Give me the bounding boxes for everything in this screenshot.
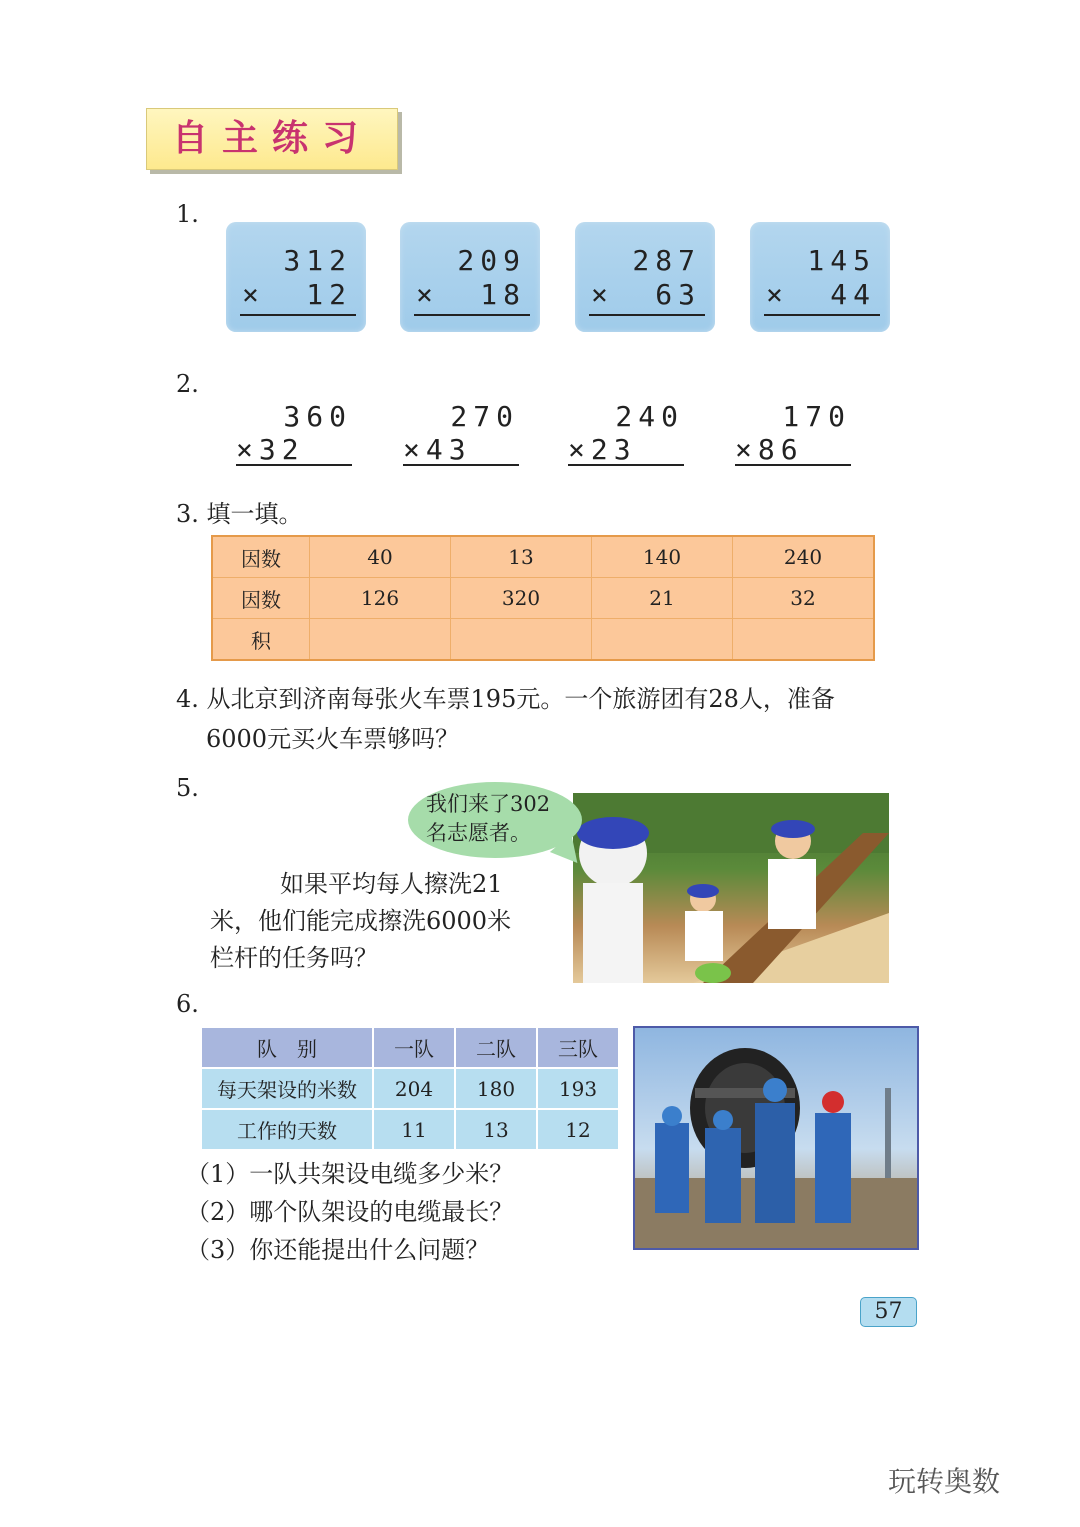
q5-line2: 米，他们能完成擦洗6000米 xyxy=(210,907,512,935)
table-cell: 193 xyxy=(537,1068,619,1109)
table-cell: 13 xyxy=(455,1109,537,1150)
q2-top-number: 170 xyxy=(782,400,851,433)
calc-line xyxy=(414,314,530,316)
cable-workers-illustration xyxy=(635,1028,917,1248)
q3-prompt: 3. 填一填。 xyxy=(176,500,303,528)
table-cell: 126 xyxy=(310,578,451,619)
column-header: 二队 xyxy=(455,1027,537,1068)
table-cell: 204 xyxy=(373,1068,455,1109)
table-row xyxy=(212,578,874,619)
table-cell-blank xyxy=(310,619,451,661)
cable-workers-photo xyxy=(633,1026,919,1250)
q2-top-number: 270 xyxy=(450,400,519,433)
row-label: 每天架设的米数 xyxy=(201,1068,373,1109)
times-sign: × xyxy=(766,278,783,311)
table-row xyxy=(212,619,874,661)
times-sign: × xyxy=(242,278,259,311)
table-cell: 13 xyxy=(451,536,592,578)
section-title-banner xyxy=(146,108,398,170)
row-label: 因数 xyxy=(212,578,310,619)
q5-line3: 栏杆的任务吗？ xyxy=(210,944,378,972)
watermark: 玩转奥数 xyxy=(888,1465,1001,1498)
table-cell: 240 xyxy=(733,536,875,578)
table-cell-blank xyxy=(451,619,592,661)
q2-problem xyxy=(403,400,519,470)
section-title: 自主练习 xyxy=(171,118,372,159)
factor-table xyxy=(211,535,875,661)
row-label: 积 xyxy=(212,619,310,661)
q5-line1: 如果平均每人擦洗21 xyxy=(280,870,503,898)
q1-problem-card xyxy=(400,222,540,332)
table-row xyxy=(201,1109,619,1150)
calc-line xyxy=(236,464,352,466)
q1-top-number: 145 xyxy=(807,244,876,277)
table-cell: 21 xyxy=(592,578,733,619)
q6-question-3: （3）你还能提出什么问题？ xyxy=(186,1236,490,1264)
table-cell-blank xyxy=(733,619,875,661)
table-header-row xyxy=(201,1027,619,1068)
page-number: 57 xyxy=(860,1297,917,1327)
bubble-line: 我们来了302 xyxy=(426,792,551,816)
q6-question-2: （2）哪个队架设的电缆最长？ xyxy=(186,1198,514,1226)
table-cell: 140 xyxy=(592,536,733,578)
table-cell-blank xyxy=(592,619,733,661)
q1-problem-card xyxy=(226,222,366,332)
q1-bottom-number: 18 xyxy=(480,278,526,311)
table-cell: 12 xyxy=(537,1109,619,1150)
q2-problem xyxy=(236,400,352,470)
bubble-line: 名志愿者。 xyxy=(426,821,531,845)
table-cell: 40 xyxy=(310,536,451,578)
table-cell: 32 xyxy=(733,578,875,619)
q1-bottom-number: 12 xyxy=(306,278,352,311)
calc-line xyxy=(240,314,356,316)
volunteers-illustration xyxy=(573,793,889,983)
q1-problem-card xyxy=(750,222,890,332)
q2-number: 2. xyxy=(176,370,199,398)
q1-top-number: 287 xyxy=(632,244,701,277)
table-cell: 320 xyxy=(451,578,592,619)
q2-bottom-number: ×32 xyxy=(236,433,305,466)
cable-table xyxy=(200,1026,620,1151)
calc-line xyxy=(735,464,851,466)
row-label: 因数 xyxy=(212,536,310,578)
q1-problem-card xyxy=(575,222,715,332)
q1-number: 1. xyxy=(176,200,199,228)
q1-top-number: 209 xyxy=(457,244,526,277)
q2-bottom-number: ×23 xyxy=(568,433,637,466)
row-label: 工作的天数 xyxy=(201,1109,373,1150)
table-cell: 11 xyxy=(373,1109,455,1150)
speech-bubble-text xyxy=(426,790,576,848)
column-header: 队 别 xyxy=(201,1027,373,1068)
column-header: 一队 xyxy=(373,1027,455,1068)
q2-bottom-number: ×86 xyxy=(735,433,804,466)
q1-bottom-number: 63 xyxy=(655,278,701,311)
calc-line xyxy=(764,314,880,316)
table-row xyxy=(212,536,874,578)
calc-line xyxy=(568,464,684,466)
q1-top-number: 312 xyxy=(283,244,352,277)
q1-bottom-number: 44 xyxy=(830,278,876,311)
q2-top-number: 240 xyxy=(615,400,684,433)
times-sign: × xyxy=(416,278,433,311)
table-row xyxy=(201,1068,619,1109)
q6-question-1: （1）一队共架设电缆多少米？ xyxy=(186,1160,514,1188)
calc-line xyxy=(403,464,519,466)
q2-problem xyxy=(568,400,684,470)
volunteers-photo xyxy=(573,793,889,983)
table-cell: 180 xyxy=(455,1068,537,1109)
q6-number: 6. xyxy=(176,990,199,1018)
q2-top-number: 360 xyxy=(283,400,352,433)
q2-bottom-number: ×43 xyxy=(403,433,472,466)
q4-line1: 4. 从北京到济南每张火车票195元。一个旅游团有28人，准备 xyxy=(176,685,835,713)
column-header: 三队 xyxy=(537,1027,619,1068)
times-sign: × xyxy=(591,278,608,311)
q4-line2: 6000元买火车票够吗？ xyxy=(206,725,460,753)
q5-number: 5. xyxy=(176,774,199,802)
calc-line xyxy=(589,314,705,316)
q2-problem xyxy=(735,400,851,470)
